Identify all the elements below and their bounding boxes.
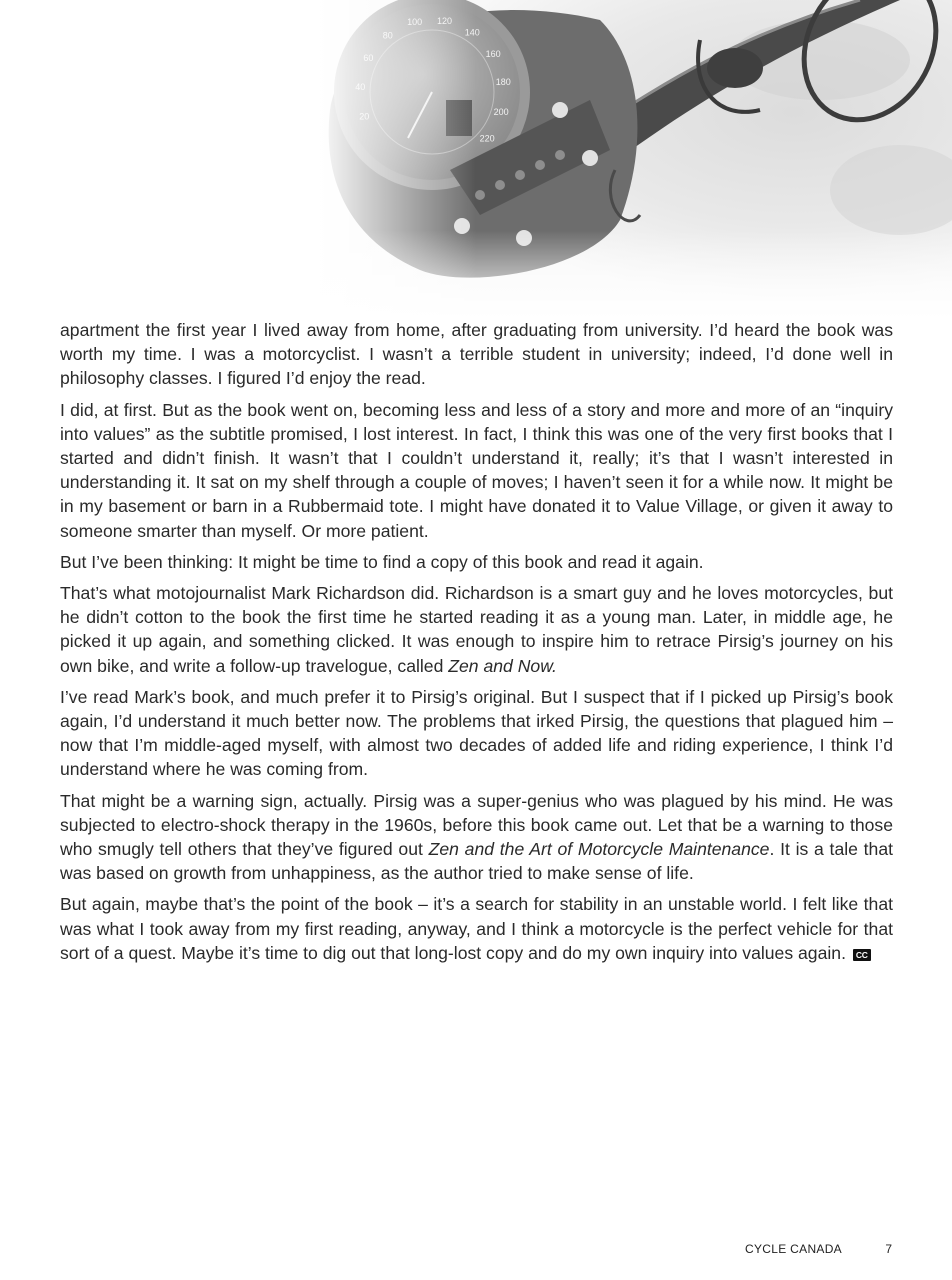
article-body xyxy=(60,318,893,972)
end-of-article-icon: CC xyxy=(853,949,871,961)
paragraph-6 xyxy=(60,789,893,886)
paragraph-6-text-b: . It is a tale that was based on growth from unhappiness, as the author tried to make sense of life. xyxy=(60,839,894,884)
paragraph-2: I did, at first. But as the book went on, becoming less and less of a story and more and more of an “inquiry into values” as the subtitle promised, I lost interest. In fact, I think this was one of the very first books that I started and didn’t finish. It wasn’t that I couldn’t understand it, really; it’s that I wasn’t interested in understanding it. It sat on my shelf through a couple of moves; I haven’t seen it for a while now. It might be in my basement or barn in a Rubbermaid tote. I might have donated it to Value Village, or given it away to someone smarter than myself. Or more patient. xyxy=(60,399,893,541)
page-number: 7 xyxy=(885,1242,892,1256)
paragraph-4 xyxy=(60,581,893,678)
book-title-zen-and-now: Zen and Now. xyxy=(448,655,557,676)
paragraph-3: But I’ve been thinking: It might be time to find a copy of this book and read it again. xyxy=(60,551,704,572)
magazine-name: CYCLE CANADA xyxy=(745,1242,842,1256)
paragraph-5: I’ve read Mark’s book, and much prefer it to Pirsig’s original. But I suspect that if I picked up Pirsig’s book again, I’d understand it much better now. The problems that irked Pirsig, the questions that plagued him – now that I’m middle-aged myself, with almost two decades of added life and riding experience, I think I’d understand where he was coming from. xyxy=(60,686,893,780)
paragraph-7 xyxy=(60,892,893,965)
hero-photo xyxy=(0,0,952,320)
paragraph-6-text-a: That might be a warning sign, actually. Pirsig was a super-genius who was plagued by his mind. He was subjected to electro-shock therapy in the 1960s, before this book came out. Let that be a warning to those who smugly tell others that they’ve figured out xyxy=(60,790,893,860)
paragraph-4-text: That’s what motojournalist Mark Richardson did. Richardson is a smart guy and he loves motorcycles, but he didn’t cotton to the book the first time he started reading it as a young man. Later, in middle age, he picked it up again, and something clicked. It was enough to inspire him to retrace Pirsig’s journey on his own bike, and write a follow-up travelogue, called xyxy=(60,583,893,676)
motorcycle-gauge-illustration xyxy=(0,0,952,320)
book-title-zen-motorcycle: Zen and the Art of Motorcycle Maintenance xyxy=(428,839,770,860)
page-footer xyxy=(0,1242,952,1258)
paragraph-7-text: But again, maybe that’s the point of the book – it’s a search for stability in an unstable world. I felt like that was what I took away from my first reading, anyway, and I think a motorcycle is the perfect vehicle for that sort of a quest. Maybe it’s time to dig out that long-lost copy and do my own inquiry into values again. xyxy=(60,894,893,963)
paragraph-1: apartment the first year I lived away from home, after graduating from university. I’d heard the book was worth my time. I was a motorcyclist. I wasn’t a terrible student in university; indeed, I’d done well in philosophy classes. I figured I’d enjoy the read. xyxy=(60,320,893,389)
